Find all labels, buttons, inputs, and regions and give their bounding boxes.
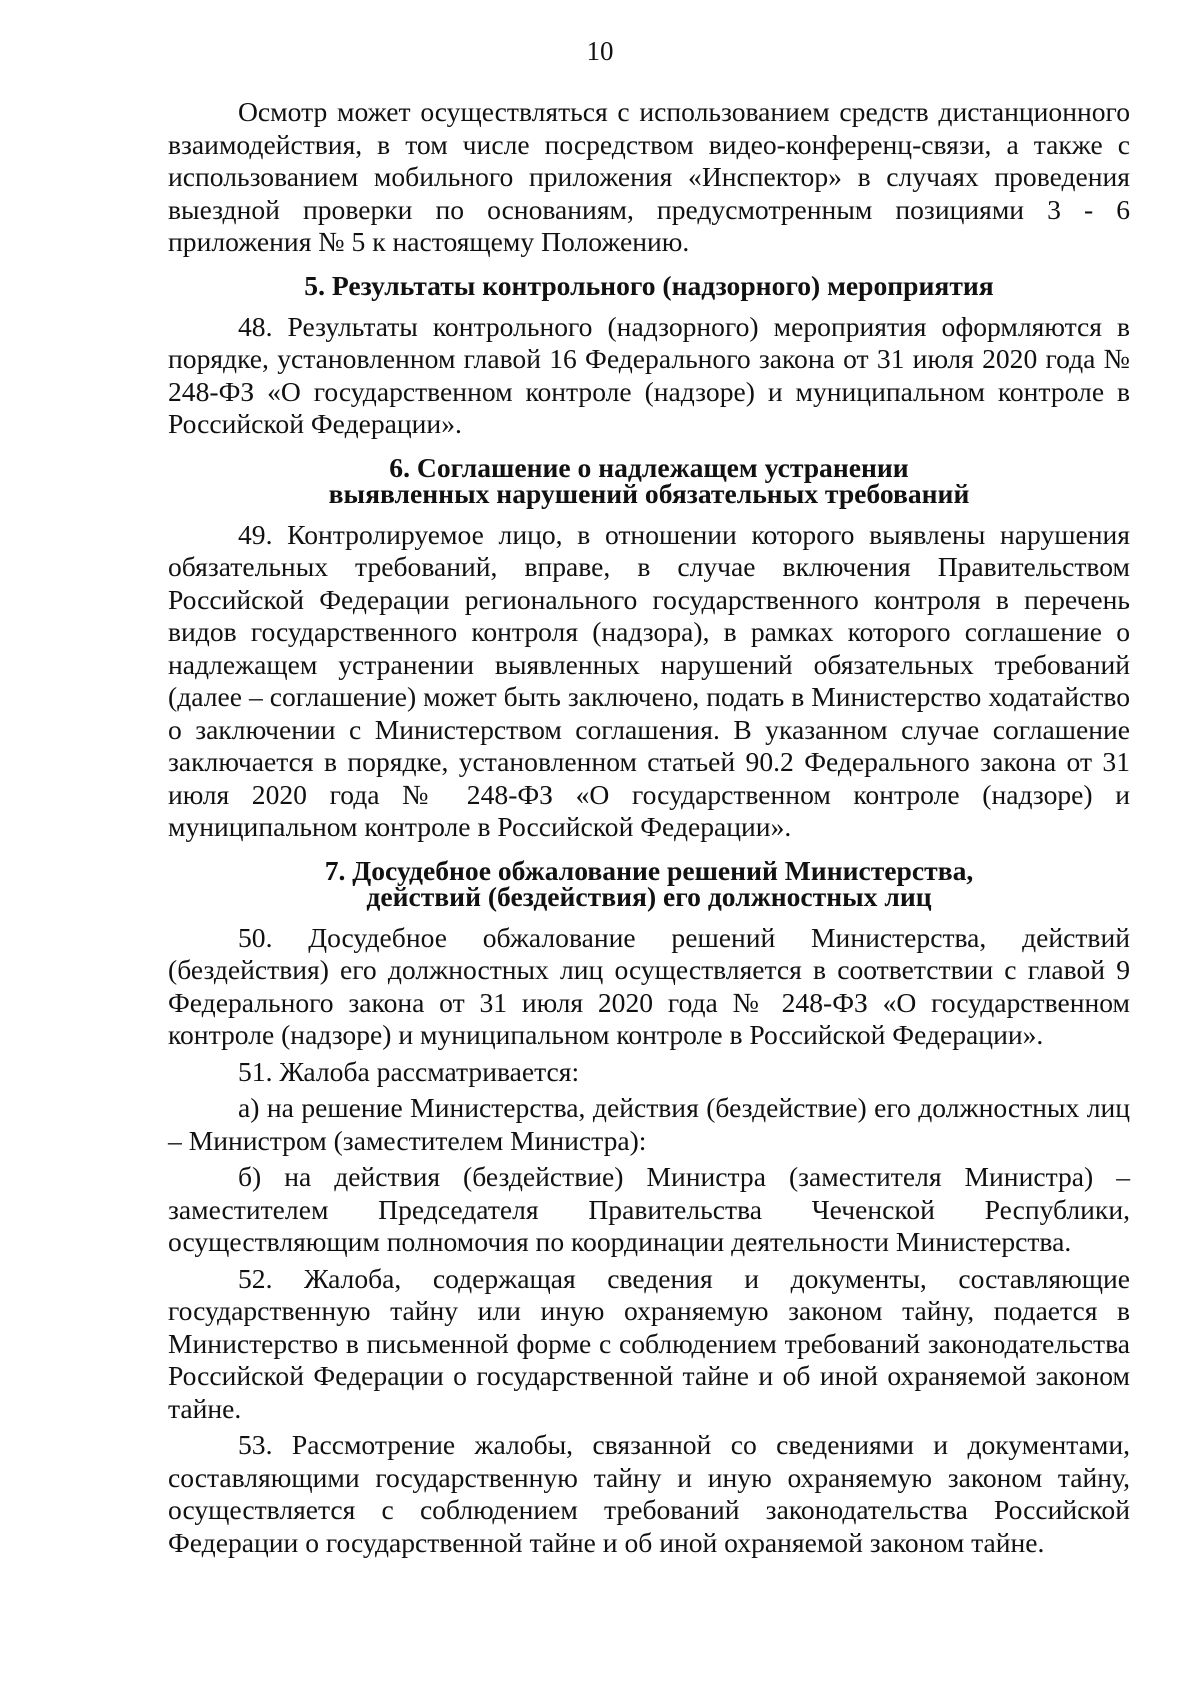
paragraph-51-b: б) на действия (бездействие) Министра (заместителя Министра) – заместителем Председателя Правительства Чеченской Республики, осуществляющим полномочия по координации деятельности Министерства. [168,1161,1130,1257]
heading-line: 6. Соглашение о надлежащем устранении [389,451,909,483]
paragraph-53: 53. Рассмотрение жалобы, связанной со сведениями и документами, составляющими государственную тайну и иную охраняемую законом тайну, осуществляется с соблюдением требований законодательства Российской Федерации о государственной тайне и об иной охраняемой законом тайне. [168,1429,1130,1558]
paragraph-50: 50. Досудебное обжалование решений Министерства, действий (бездействия) его должностных лиц осуществляется в соответствии с главой 9 Федерального закона от 31 июля 2020 года № 248-ФЗ «О государственном контроле (надзоре) и муниципальном контроле в Российской Федерации». [168,921,1130,1050]
paragraph-51: 51. Жалоба рассматривается: [238,1055,580,1087]
heading-line: 5. Результаты контрольного (надзорного) мероприятия [304,269,994,301]
page-number: 10 [586,36,614,66]
paragraph-49: 49. Контролируемое лицо, в отношении которого выявлены нарушения обязательных требований, вправе, в случае включения Правительством Российской Федерации регионального государственного контроля в перечень видов государственного контроля (надзора), в рамках которого соглашение о надлежащем устранении выявленных нарушений обязательных требований (далее – соглашение) может быть заключено, подать в Министерство ходатайство о заключении с Министерством соглашения. В указанном случае соглашение заключается в порядке, установленном статьей 90.2 Федерального закона от 31 июля 2020 года № 248-ФЗ «О государственном контроле (надзоре) и муниципальном контроле в Российской Федерации». [168,518,1130,842]
paragraph-51-a: а) на решение Министерства, действия (бездействие) его должностных лиц – Министром (заместителем Министра): [168,1092,1130,1156]
heading-section-6 [168,451,1130,509]
paragraph-48: 48. Результаты контрольного (надзорного) мероприятия оформляются в порядке, установленном главой 16 Федерального закона от 31 июля 2020 года № 248-ФЗ «О государственном контроле (надзоре) и муниципальном контроле в Российской Федерации». [168,310,1130,439]
heading-line: действий (бездействия) его должностных лиц [366,880,932,912]
heading-line: выявленных нарушений обязательных требований [328,477,970,509]
paragraph-inspection-remote: Осмотр может осуществляться с использованием средств дистанционного взаимодействия, в том числе посредством видео-конференц-связи, а также с использованием мобильного приложения «Инспектор» в случаях проведения выездной проверки по основаниям, предусмотренным позициями 3 - 6 приложения № 5 к настоящему Положению. [168,96,1130,257]
heading-section-7 [168,854,1130,912]
paragraph-52: 52. Жалоба, содержащая сведения и документы, составляющие государственную тайну или иную охраняемую законом тайну, подается в Министерство в письменной форме с соблюдением требований законодательства Российской Федерации о государственной тайне и об иной охраняемой законом тайне. [168,1262,1130,1424]
heading-section-5 [168,269,1130,301]
heading-line: 7. Досудебное обжалование решений Министерства, [324,854,974,886]
document-body [168,96,1130,1559]
